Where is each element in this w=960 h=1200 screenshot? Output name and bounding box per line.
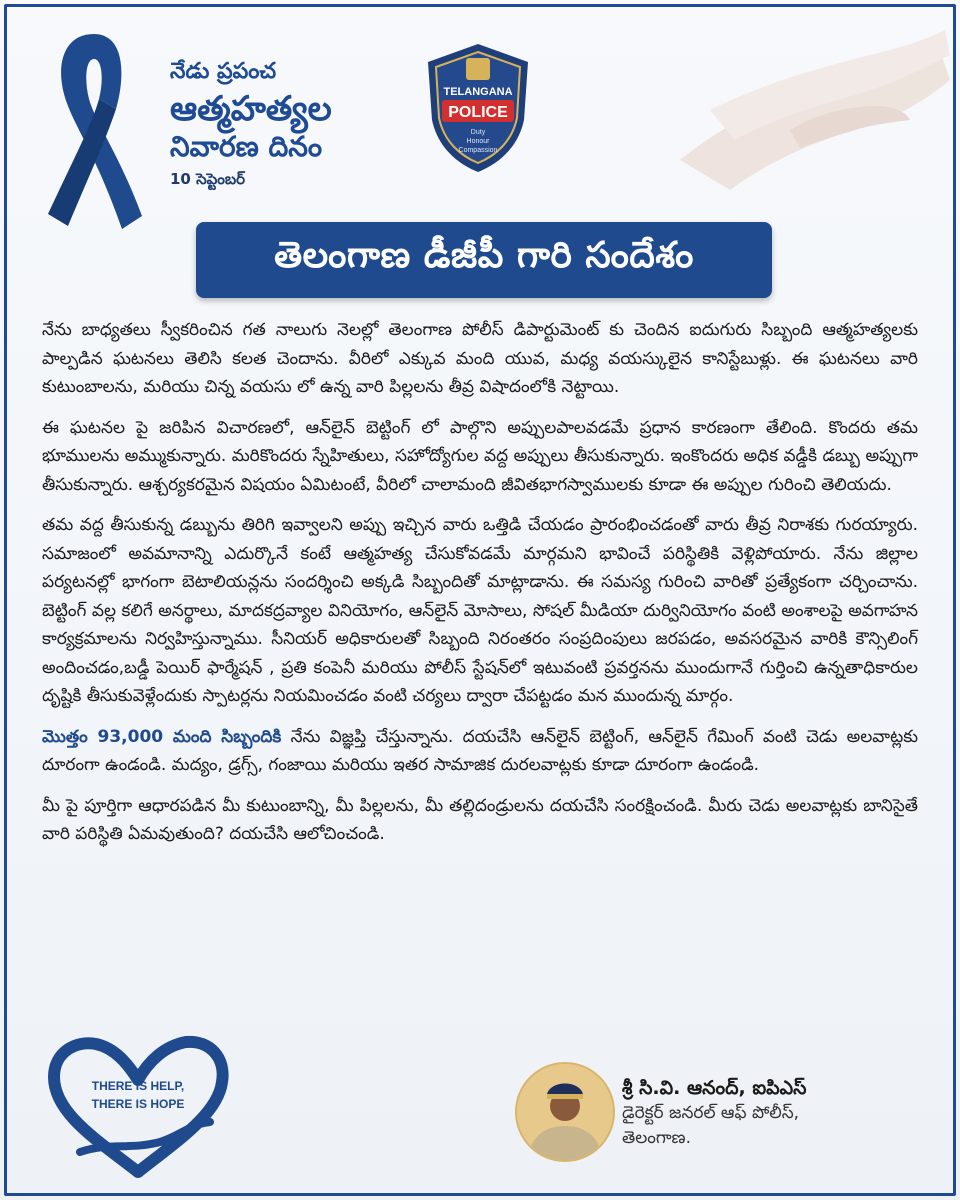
signature-block (622, 1075, 807, 1151)
message-body (42, 316, 918, 861)
badge-motto-1: Duty (470, 129, 486, 136)
awareness-ribbon-icon (34, 24, 154, 234)
dgp-photo (515, 1062, 615, 1162)
title-banner (196, 222, 772, 298)
help-hope-heart-icon (40, 1032, 236, 1182)
day-line2: ఆత్మహత్యల (170, 89, 332, 129)
dgp-name: శ్రీ సి.వి. ఆనంద్, ఐపిఎస్ (622, 1077, 807, 1099)
message-title: తెలంగాణ డీజీపీ గారి సందేశం (274, 235, 694, 276)
badge-state: TELANGANA (443, 86, 513, 98)
day-line3: నివారణ దినం (170, 130, 323, 163)
dgp-designation: డైరెక్టర్ జనరల్ ఆఫ్ పోలీస్, (622, 1103, 800, 1123)
paragraph-1: నేను బాధ్యతలు స్వీకరించిన గత నాలుగు నెలల్లో తెలంగాణ పోలీస్ డిపార్టుమెంట్ కు చెందిన ఐదుగురు సిబ్బంది ఆత్మహత్యలకు పాల్పడిన ఘటనలు తెలిసి కలత చెందాను. వీరిలో ఎక్కువ మంది యువ, మధ్య వయస్కులైన కానిస్టేబుళ్లు. ఈ ఘటనలు వారి కుటుంబాలను, మరియు చిన్న వయసు లో ఉన్న వారి పిల్లలను తీవ్ర విషాదంలోకి నెట్టాయి. (42, 320, 918, 397)
day-announcement (170, 58, 332, 190)
paragraph-4 (42, 723, 918, 780)
officer-portrait-icon (517, 1064, 613, 1160)
paragraph-2: ఈ ఘటనల పై జరిపిన విచారణలో, ఆన్‌లైన్ బెట్టింగ్ లో పాల్గొని అప్పులపాలవడమే ప్రధాన కారణంగా తేలింది. కొందరు తమ భూములను అమ్ముకున్నారు. మరికొందరు స్నేహితులు, సహోద్యోగుల వద్ద అప్పులు తీసుకున్నారు. ఇంకొందరు అధిక వడ్డీకి డబ్బు అప్పుగా తీసుకున్నారు. ఆశ్చర్యకరమైన విషయం ఏమిటంటే, వీరిలో చాలామంది జీవితభాగస్వాములకు కూడా ఈ అప్పుల గురించి తెలియదు. (42, 417, 918, 495)
badge-motto-3: Compassion (458, 147, 498, 154)
paragraph-3: తమ వద్ద తీసుకున్న డబ్బును తిరిగి ఇవ్వాలని అప్పు ఇచ్చిన వారు ఒత్తిడి చేయడం ప్రారంభించడంతో వారు తీవ్ర నిరాశకు గురయ్యారు. సమాజంలో అవమానాన్ని ఎదుర్కొనే కంటే ఆత్మహత్య చేసుకోవడమే మార్గమని భావించే పరిస్థితికి వెళ్లిపోయారు. నేను జిల్లాల పర్యటనల్లో భాగంగా బెటాలియన్లను సందర్శించి అక్కడి సిబ్బందితో మాట్లాడాను. ఈ సమస్య గురించి వారితో ప్రత్యేకంగా చర్చించాను. బెట్టింగ్ వల్ల కలిగే అనర్థాలు, మాదకద్రవ్యాల వినియోగం, ఆన్‌లైన్ మోసాలు, సోషల్ మీడియా దుర్వినియోగం వంటి అంశాలపై అవగాహన కార్యక్రమాలను నిర్వహిస్తున్నాము. సీనియర్ అధికారులతో సిబ్బంది నిరంతరం సంప్రదింపులు జరపడం, అవసరమైన వారికి కౌన్సిలింగ్ అందించడం,బడ్డీ పెయిర్ ఫార్మేషన్ , ప్రతి కంపెనీ మరియు పోలీస్ స్టేషన్‌లో ఇటువంటి ప్రవర్తనను ముందుగానే గుర్తించి ఉన్నతాధికారుల దృష్టికి తీసుకువెళ్లేందుకు స్పాటర్లను నియమించడం వంటి చర్యలు ద్వారా చేపట్టడం మన ముందున్న మార్గం. (42, 515, 918, 706)
staff-count-highlight: మొత్తం 93,000 మంది సిబ్బందికి (42, 726, 282, 747)
day-line1: నేడు ప్రపంచ (170, 59, 277, 84)
telangana-police-badge-icon (418, 40, 538, 175)
paragraph-4-rest: నేను విజ్ఞప్తి చేస్తున్నాను. దయచేసి ఆన్‌లైన్ బెట్టింగ్, ఆన్‌లైన్ గేమింగ్ వంటి చెడు అలవాట్లకు దూరంగా ఉండండి. మద్యం, డ్రగ్స్, గంజాయి మరియు ఇతర సామాజిక దురలవాట్లకు కూడా దూరంగా ఉండండి. (42, 726, 919, 775)
badge-force: POLICE (448, 104, 508, 121)
badge-motto-2: Honour (466, 138, 490, 145)
dgp-state: తెలంగాణ. (622, 1128, 692, 1148)
heart-line1: THERE IS HELP, (91, 1079, 185, 1093)
day-date: 10 సెప్టెంబర్ (170, 170, 246, 188)
hands-illustration (640, 10, 950, 200)
paragraph-5: మీ పై పూర్తిగా ఆధారపడిన మీ కుటుంబాన్ని, మీ పిల్లలను, మీ తల్లిదండ్రులను దయచేసి సంరక్షించండి. మీరు చెడు అలవాట్లకు బానిసైతే వారి పరిస్థితి ఏమవుతుంది? దయచేసి ఆలోచించండి. (42, 795, 918, 844)
heart-line2: THERE IS HOPE (91, 1097, 185, 1111)
